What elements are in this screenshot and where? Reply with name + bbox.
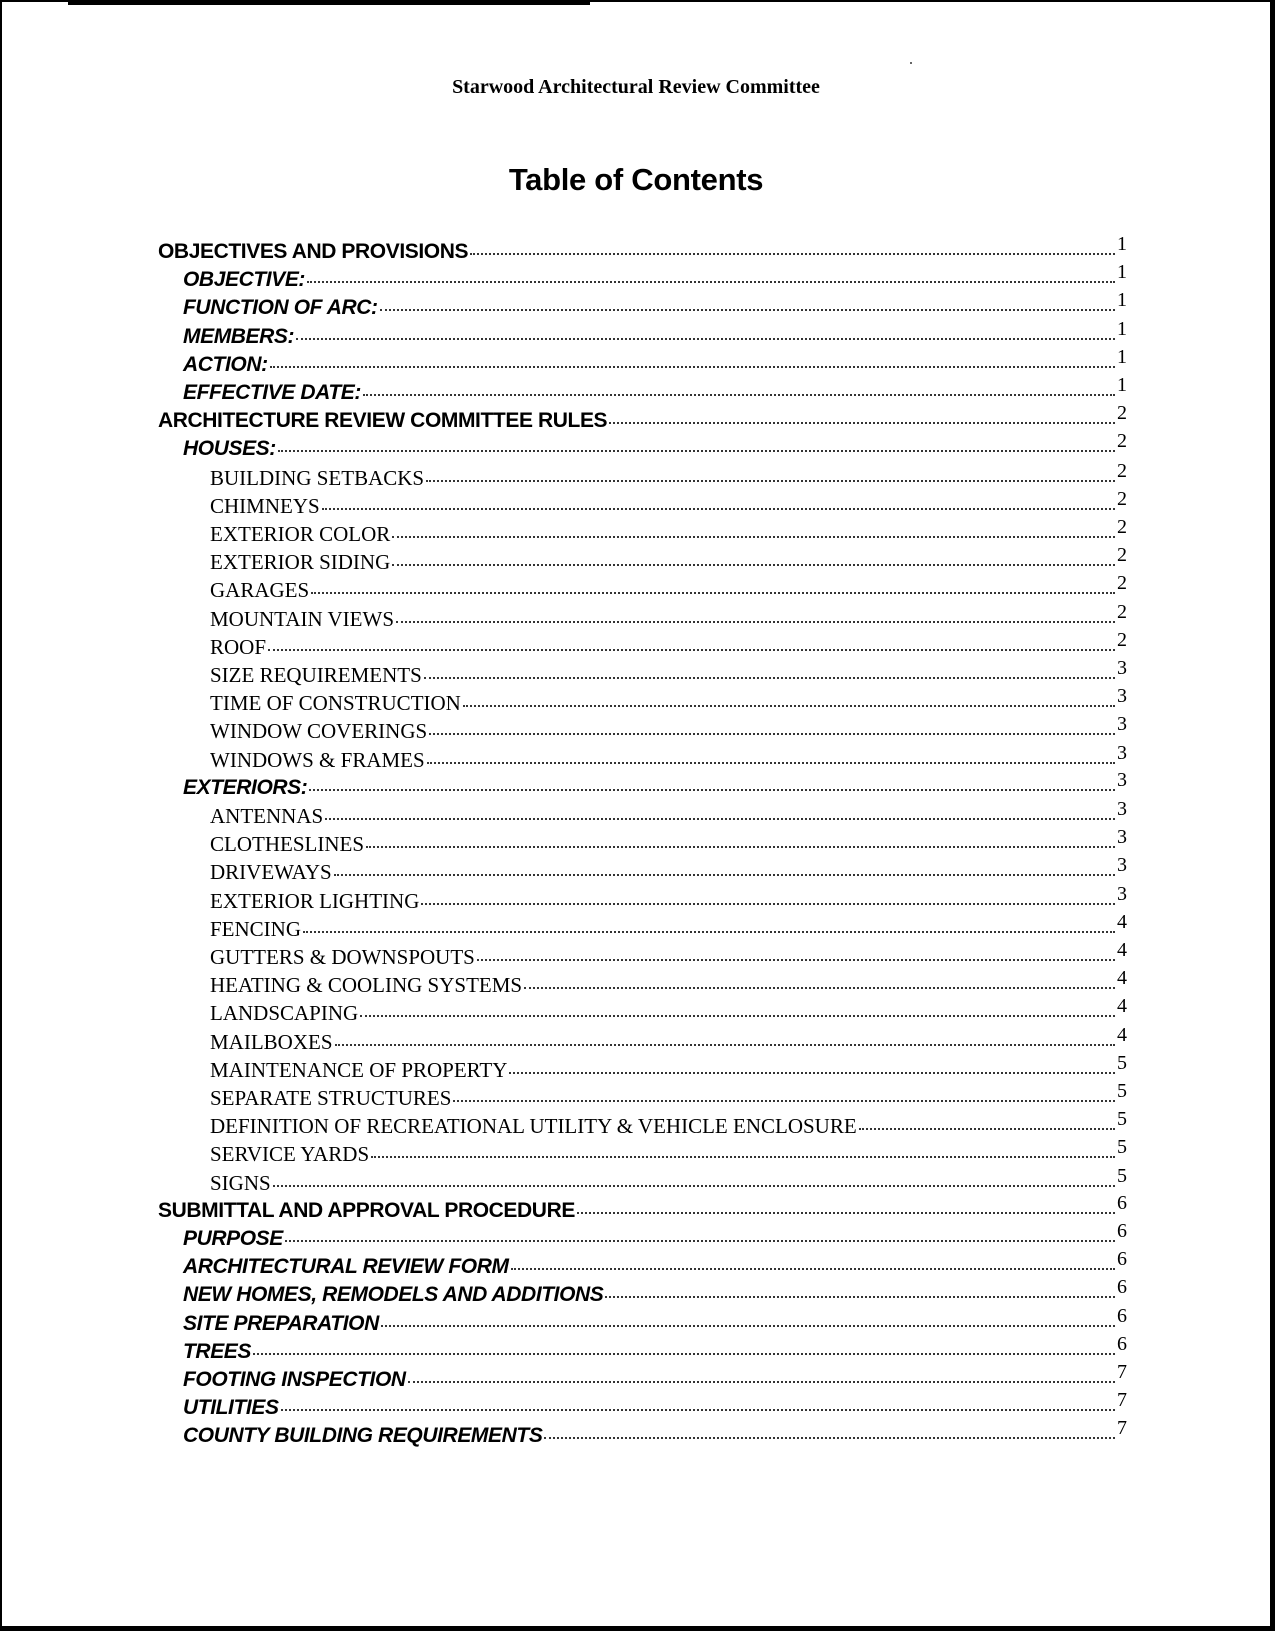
dot-leader [322,508,1115,510]
toc-entry [183,769,1127,804]
dot-leader [360,1015,1115,1017]
dot-leader [429,733,1115,735]
toc-entry-label: FENCING [210,917,302,941]
toc-entry-label: WINDOWS & FRAMES [210,748,425,772]
toc-entry [183,1361,1127,1396]
toc-entry-page-number: 1 [1117,346,1127,368]
toc-entry-page-number: 3 [1117,685,1127,707]
dot-leader [363,394,1115,396]
toc-entry-page-number: 2 [1117,516,1127,538]
dot-leader [609,422,1115,424]
dot-leader [303,931,1115,933]
toc-entry [210,854,1127,888]
dot-leader [380,309,1115,311]
toc-entry [210,544,1127,578]
toc-entry-page-number: 1 [1117,233,1127,255]
toc-entry [210,883,1127,917]
dot-leader [270,366,1115,368]
dot-leader [396,621,1115,623]
toc-entry-page-number: 2 [1117,460,1127,482]
dot-leader [309,789,1115,791]
toc-entry-page-number: 2 [1117,544,1127,566]
toc-entry-label: CHIMNEYS [210,494,320,518]
toc-entry-page-number: 5 [1117,1052,1127,1074]
toc-entry-page-number: 3 [1117,657,1127,679]
scan-speck [910,62,912,64]
toc-entry-page-number: 3 [1117,742,1127,764]
toc-entry-page-number: 7 [1117,1361,1127,1383]
toc-entry [210,516,1127,550]
toc-entry [210,657,1127,691]
toc-entry-label: MOUNTAIN VIEWS [210,607,394,631]
toc-entry [210,460,1127,494]
toc-entry [183,1276,1127,1311]
toc-entry-label: GARAGES [210,578,310,602]
dot-leader [268,649,1115,651]
toc-entry-page-number: 6 [1117,1305,1127,1327]
toc-entry-page-number: 3 [1117,826,1127,848]
toc-entry [210,713,1127,747]
toc-entry-page-number: 6 [1117,1220,1127,1242]
toc-entry [183,430,1127,465]
toc-entry-label: SIGNS [210,1171,271,1195]
toc-entry-page-number: 2 [1117,572,1127,594]
toc-entry [210,629,1127,663]
toc-entry-label: ROOF [210,635,267,659]
toc-entry-label: ACTION: [183,353,268,376]
toc-entry [210,798,1127,832]
dot-leader [307,281,1115,283]
dot-leader [278,450,1115,452]
dot-leader [421,903,1115,905]
toc-entry-label: PURPOSE [183,1227,283,1250]
toc-entry-page-number: 6 [1117,1192,1127,1214]
toc-entry-label: SITE PREPARATION [183,1312,379,1335]
dot-leader [392,564,1115,566]
toc-entry-label: SUBMITTAL AND APPROVAL PROCEDURE [158,1199,575,1222]
dot-leader [524,987,1115,989]
dot-leader [253,1353,1115,1355]
toc-entry [183,374,1127,409]
dot-leader [335,1044,1115,1046]
toc-entry-page-number: 6 [1117,1276,1127,1298]
toc-entry [183,1389,1127,1424]
toc-entry-page-number: 3 [1117,854,1127,876]
toc-entry-page-number: 1 [1117,318,1127,340]
toc-entry-label: MEMBERS: [183,325,295,348]
dot-leader [859,1128,1115,1130]
toc-entry-label: MAILBOXES [210,1030,333,1054]
dot-leader [381,1325,1115,1327]
toc-entry-page-number: 7 [1117,1417,1127,1439]
toc-entry-label: SEPARATE STRUCTURES [210,1086,452,1110]
toc-entry [210,1165,1127,1199]
toc-entry-label: DEFINITION OF RECREATIONAL UTILITY & VEHICLE ENCLOSURE [210,1114,857,1138]
toc-entry [183,1417,1127,1452]
toc-entry-page-number: 5 [1117,1080,1127,1102]
toc-entry-label: GUTTERS & DOWNSPOUTS [210,945,475,969]
toc-entry-label: BUILDING SETBACKS [210,466,425,490]
dot-leader [605,1296,1115,1298]
toc-entry [158,402,1127,437]
toc-entry-label: ANTENNAS [210,804,324,828]
dot-leader [285,1240,1115,1242]
toc-entry [210,601,1127,635]
toc-entry-page-number: 6 [1117,1333,1127,1355]
toc-entry [210,1136,1127,1170]
dot-leader [477,959,1115,961]
toc-entry-label: FOOTING INSPECTION [183,1368,406,1391]
toc-entry-label: EFFECTIVE DATE: [183,381,361,404]
toc-entry [158,1192,1127,1227]
toc-entry-label: LANDSCAPING [210,1001,359,1025]
dot-leader [408,1381,1115,1383]
toc-entry [210,911,1127,945]
toc-entry-label: ARCHITECTURAL REVIEW FORM [183,1255,509,1278]
dot-leader [577,1212,1115,1214]
toc-entry [210,1108,1127,1142]
top-rule [68,2,590,5]
toc-entry [210,1080,1127,1114]
dot-leader [366,846,1115,848]
dot-leader [453,1100,1115,1102]
dot-leader [371,1156,1115,1158]
toc-entry-label: DRIVEWAYS [210,860,332,884]
toc-entry-page-number: 2 [1117,629,1127,651]
document-page [2,2,1270,1626]
dot-leader [334,874,1115,876]
toc-entry-label: HEATING & COOLING SYSTEMS [210,973,523,997]
dot-leader [427,762,1115,764]
toc-entry-page-number: 1 [1117,289,1127,311]
toc-entry-page-number: 1 [1117,261,1127,283]
toc-entry-label: TIME OF CONSTRUCTION [210,691,461,715]
toc-entry [210,826,1127,860]
dot-leader [296,338,1115,340]
dot-leader [544,1437,1115,1439]
toc-entry [183,318,1127,353]
toc-entry-page-number: 2 [1117,402,1127,424]
toc-entry-page-number: 2 [1117,601,1127,623]
toc-entry-label: HOUSES: [183,437,276,460]
toc-entry [210,967,1127,1001]
toc-entry-page-number: 4 [1117,1024,1127,1046]
toc-entry-label: COUNTY BUILDING REQUIREMENTS [183,1424,543,1447]
dot-leader [426,480,1115,482]
toc-entry [158,233,1127,268]
toc-entry-label: ARCHITECTURE REVIEW COMMITTEE RULES [158,409,608,432]
toc-entry [183,346,1127,381]
toc-entry [183,1220,1127,1255]
toc-entry-label: OBJECTIVES AND PROVISIONS [158,240,469,263]
toc-entry-page-number: 3 [1117,713,1127,735]
toc-entry [210,685,1127,719]
toc-entry-page-number: 4 [1117,911,1127,933]
toc-entry-page-number: 4 [1117,939,1127,961]
toc-entry-label: OBJECTIVE: [183,268,306,291]
dot-leader [509,1072,1115,1074]
toc-entry [210,1024,1127,1058]
toc-entry-page-number: 3 [1117,798,1127,820]
toc-entry-label: MAINTENANCE OF PROPERTY [210,1058,508,1082]
toc-entry-label: SERVICE YARDS [210,1142,370,1166]
toc-entry-page-number: 4 [1117,967,1127,989]
dot-leader [424,677,1115,679]
dot-leader [325,818,1115,820]
toc-entry-page-number: 3 [1117,883,1127,905]
toc-entry-label: UTILITIES [183,1396,279,1419]
toc-entry [210,1052,1127,1086]
toc-entry-label: FUNCTION OF ARC: [183,296,378,319]
dot-leader [463,705,1115,707]
toc-entry [183,289,1127,324]
toc-entry-page-number: 1 [1117,374,1127,396]
dot-leader [392,536,1115,538]
toc-entry-label: EXTERIOR COLOR [210,522,391,546]
toc-entry [183,261,1127,296]
toc-entry-page-number: 4 [1117,995,1127,1017]
toc-entry-label: CLOTHESLINES [210,832,364,856]
document-header: Starwood Architectural Review Committee [452,76,820,98]
toc-entry-label: EXTERIORS: [183,776,308,799]
dot-leader [311,592,1115,594]
toc-entry [210,939,1127,973]
toc-entry-label: SIZE REQUIREMENTS [210,663,422,687]
toc-entry-page-number: 3 [1117,769,1127,791]
dot-leader [470,253,1115,255]
toc-entry-label: EXTERIOR LIGHTING [210,889,420,913]
dot-leader [511,1268,1115,1270]
toc-entry-page-number: 7 [1117,1389,1127,1411]
toc-entry [210,742,1127,776]
toc-entry [210,995,1127,1029]
dot-leader [281,1409,1115,1411]
toc-entry-page-number: 5 [1117,1108,1127,1130]
toc-entry-label: EXTERIOR SIDING [210,550,391,574]
toc-entry [183,1248,1127,1283]
toc-entry [210,572,1127,606]
dot-leader [273,1185,1115,1187]
toc-entry-label: NEW HOMES, REMODELS AND ADDITIONS [183,1283,604,1306]
toc-entry-page-number: 6 [1117,1248,1127,1270]
toc-entry-page-number: 5 [1117,1136,1127,1158]
toc-entry-page-number: 2 [1117,430,1127,452]
toc-entry [210,488,1127,522]
toc-entry-label: WINDOW COVERINGS [210,719,428,743]
page-title: Table of Contents [508,162,764,197]
toc-entry [183,1333,1127,1368]
toc-entry [183,1305,1127,1340]
toc-entry-page-number: 5 [1117,1165,1127,1187]
toc-entry-page-number: 2 [1117,488,1127,510]
toc-entry-label: TREES [183,1340,252,1363]
